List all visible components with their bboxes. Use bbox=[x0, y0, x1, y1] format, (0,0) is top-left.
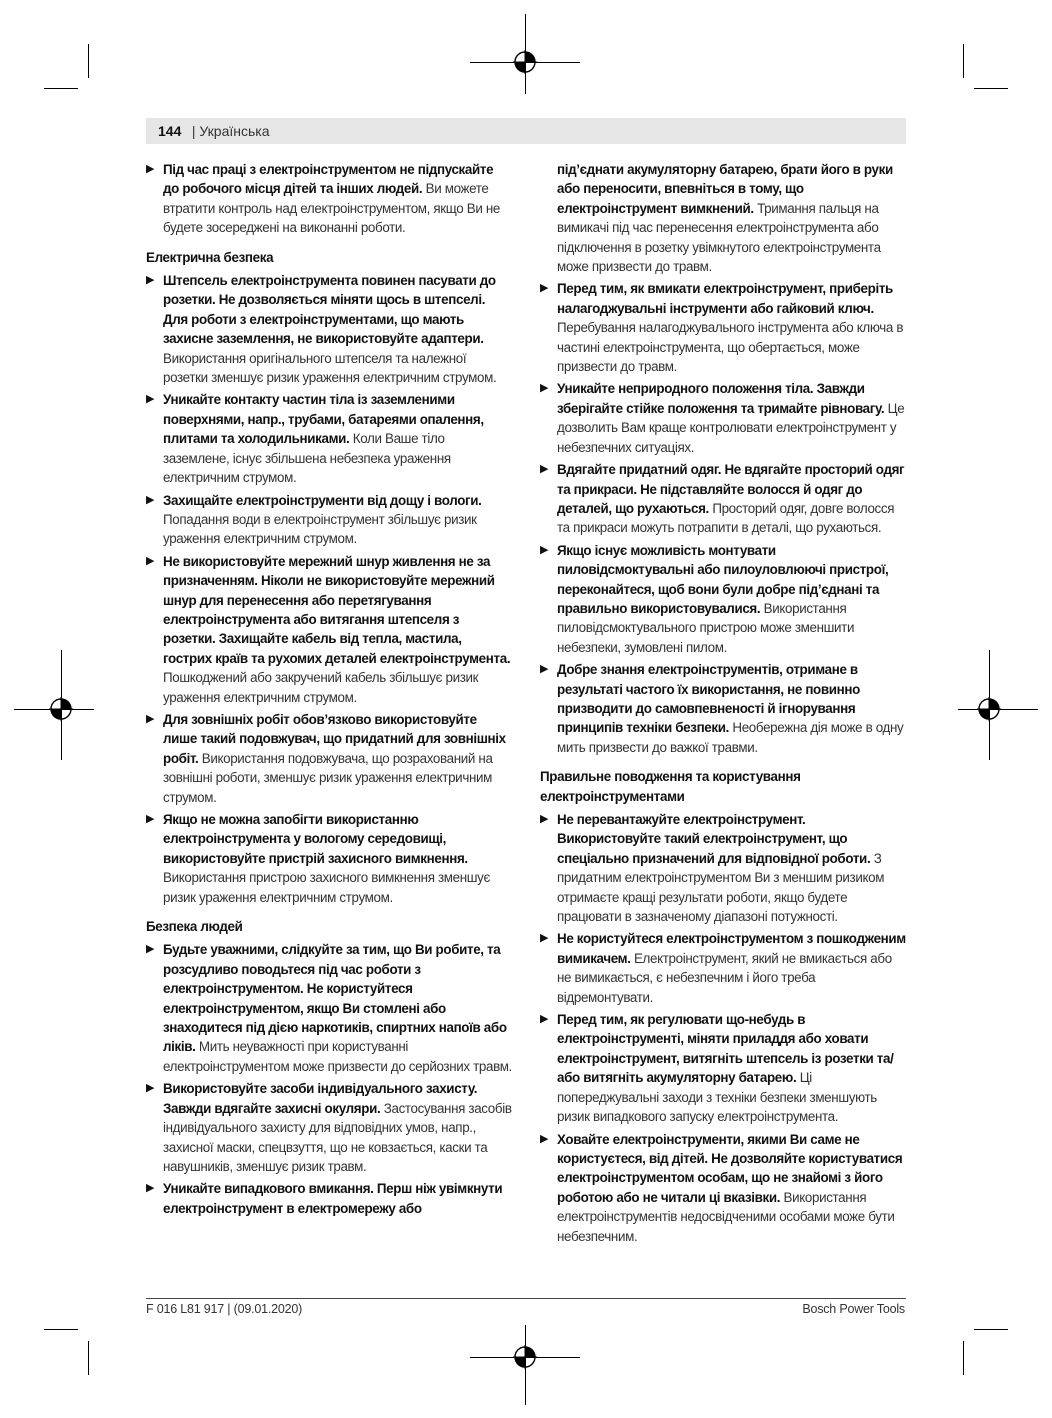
item-normal-text: Використання електроінструментів недосвідченими особами може бути небезпечним. bbox=[557, 1189, 895, 1244]
right-column bbox=[540, 160, 906, 1249]
item-normal-text: Перебування налагоджувального інструмента або ключа в частині електроінструмента, що обертається, може призвести до травм. bbox=[557, 320, 904, 375]
bullet-arrow-icon: ▶ bbox=[540, 382, 549, 395]
item-normal-text: Використання подовжувача, що розрахований на зовнішні роботи, зменшує ризик ураження електричним струмом. bbox=[163, 750, 493, 805]
item-normal-text: Попадання води в електроінструмент збільшує ризик ураження електричним струмом. bbox=[163, 511, 477, 547]
bullet-arrow-icon: ▶ bbox=[146, 813, 155, 825]
list-item bbox=[146, 552, 512, 707]
item-bold-text: Якщо не можна запобігти використанню електроінструмента у вологому середовищі, використовуйте пристрій захисного вимкнення. bbox=[163, 812, 468, 866]
bullet-arrow-icon: ▶ bbox=[540, 1013, 549, 1026]
item-normal-text: Використання пристрою захисного вимкнення зменшує ризик ураження електричним струмом. bbox=[163, 870, 490, 905]
item-bold-text: Не користуйтеся електроінструментом з пошкодженим вимикачем. bbox=[557, 931, 906, 966]
item-bold-text: Не використовуйте мережний шнур живлення не за призначенням. Ніколи не використовуйте мережний шнур для перенесення або перетягування електроінструмента або витягання штепселя з розетки. Захищайте кабель від тепла, мастила, гострих країв та рухомих деталей електроінструмента. bbox=[163, 553, 511, 666]
item-bold-text: Уникайте контакту частин тіла із заземленими поверхнями, напр., трубами, батареями опалення, плитами та холодильниками. bbox=[163, 392, 484, 447]
crop-mark bbox=[963, 44, 964, 78]
list-item bbox=[146, 491, 512, 549]
list-item bbox=[540, 1010, 906, 1126]
item-normal-text: Тримання пальця на вимикачі під час перенесення електроінструмента або підключення в розетку увімкнутого електроінструмента може призвести до травм. bbox=[557, 200, 881, 275]
crop-mark bbox=[963, 1341, 964, 1375]
list-item bbox=[146, 271, 512, 387]
bullet-arrow-icon: ▶ bbox=[540, 543, 549, 556]
item-bold-text: Уникайте неприродного положення тіла. Завжди зберігайте стійке положення та тримайте рівновагу. bbox=[557, 381, 885, 416]
item-normal-text: Ці попереджувальні заходи з техніки безпеки зменшують ризик випадкового запуску електроінструмента. bbox=[557, 1070, 877, 1125]
footer-doc-code: F 016 L81 917 | (09.01.2020) bbox=[146, 1302, 303, 1316]
page-header bbox=[146, 118, 906, 144]
list-item bbox=[146, 160, 512, 238]
item-normal-text: Використання оригінального штепселя та належної розетки зменшує ризик ураження електричним струмом. bbox=[163, 350, 497, 386]
item-bold-text: Перед тим, як регулювати що-небудь в електроінструменті, міняти приладдя або ховати електроінструмент, витягніть штепсель із розетки та/або витягніть акумуляторну батарею. bbox=[557, 1012, 894, 1086]
crop-mark bbox=[88, 1341, 89, 1375]
header-language bbox=[188, 123, 270, 139]
list-item bbox=[540, 279, 906, 376]
footer-divider bbox=[146, 1298, 906, 1299]
list-item bbox=[146, 940, 512, 1076]
item-normal-text: Ви можете втратити контроль над електроінструментом, якщо Ви не будете зосереджені на виконанні роботи. bbox=[163, 181, 501, 236]
item-bold-text: Під час праці з електроінструментом не підпускайте до робочого місця дітей та інших людей. bbox=[163, 162, 494, 197]
item-normal-text: Необережна дія може в одну мить призвести до важкої травми. bbox=[557, 720, 904, 755]
bullet-arrow-icon: ▶ bbox=[540, 663, 549, 676]
item-normal-text: Мить неуважності при користуванні електроінструментом може призвести до серйозних травм. bbox=[163, 1039, 512, 1074]
item-bold-text: Вдягайте придатний одяг. Не вдягайте просторий одяг та прикраси. Не підставляйте волосся й одяг до деталей, що рухаються. bbox=[557, 462, 905, 516]
section-heading-handling: Правильне поводження та користування електроінструментами bbox=[540, 769, 801, 804]
bullet-arrow-icon: ▶ bbox=[540, 282, 549, 295]
bullet-arrow-icon: ▶ bbox=[146, 1182, 155, 1195]
item-bold-text: під’єднати акумуляторну батарею, брати його в руки або переносити, впевніться в тому, що електроінструмент вимкнений. bbox=[557, 162, 893, 216]
item-normal-text: Електроінструмент, який не вмикається або не вимикається, є небезпечним і його треба відремонтувати. bbox=[557, 950, 892, 1005]
list-item-continuation bbox=[540, 160, 906, 276]
list-item bbox=[540, 541, 906, 657]
registration-target-icon bbox=[977, 697, 1001, 721]
bullet-arrow-icon: ▶ bbox=[146, 393, 155, 406]
section-heading-people: Безпека людей bbox=[146, 919, 243, 935]
bullet-arrow-icon: ▶ bbox=[146, 554, 155, 567]
list-item bbox=[540, 810, 906, 926]
item-bold-text: Використовуйте засоби індивідуального захисту. Завжди вдягайте захисні окуляри. bbox=[163, 1081, 478, 1116]
item-bold-text: Не перевантажуйте електроінструмент. Використовуйте такий електроінструмент, що спеціально призначений для відповідної роботи. bbox=[557, 812, 871, 866]
item-normal-text: Використання пиловідсмоктувального пристрою може зменшити небезпеки, зумовлені пилом. bbox=[557, 600, 855, 655]
bullet-arrow-icon: ▶ bbox=[146, 493, 155, 506]
item-normal-text: Просторий одяг, довге волосся та прикраси можуть потрапити в деталі, що рухаються. bbox=[557, 500, 895, 536]
item-normal-text: Пошкоджений або закручений кабель збільшує ризик ураження електричним струмом. bbox=[163, 670, 479, 705]
list-item bbox=[540, 460, 906, 538]
item-normal-text: Застосування засобів індивідуального захисту для відповідних умов, напр., захисної маски, спецвзуття, що не ковзається, каски та навушників, зменшує ризик травм. bbox=[163, 1100, 512, 1174]
item-bold-text: Якщо існує можливість монтувати пиловідсмоктувальні або пилоуловлюючі пристрої, переконайтеся, щоб вони були добре під’єднані та правильно використовувалися. bbox=[557, 542, 889, 616]
header-language-label: Українська bbox=[199, 123, 270, 139]
list-item bbox=[146, 1179, 512, 1218]
list-item bbox=[540, 1130, 906, 1246]
crop-mark bbox=[44, 1329, 78, 1330]
item-bold-text: Захищайте електроінструменти від дощу і вологи. bbox=[163, 492, 482, 508]
section-heading-electrical: Електрична безпека bbox=[146, 249, 274, 265]
item-bold-text: Добре знання електроінструментів, отримане в результаті частого їх використання, не повинно призводити до самовпевненості й ігнорування принципів техніки безпеки. bbox=[557, 662, 860, 736]
list-item bbox=[540, 929, 906, 1007]
item-bold-text: Штепсель електроінструмента повинен пасувати до розетки. Не дозволяється міняти щось в штепселі. Для роботи з електроінструментами, що мають захисне заземлення, не використовуйте адаптери. bbox=[163, 273, 496, 347]
bullet-arrow-icon: ▶ bbox=[540, 932, 549, 945]
item-bold-text: Будьте уважними, слідкуйте за тим, що Ви робите, та розсудливо поводьтеся під час роботи з електроінструментом. Не користуйтеся електроінструментом, якщо Ви стомлені або знаходитеся під дією наркотиків, спиртних напоїв або ліків. bbox=[163, 942, 507, 1055]
crop-mark bbox=[44, 88, 78, 89]
list-item bbox=[540, 379, 906, 457]
list-item bbox=[146, 390, 512, 487]
list-item bbox=[540, 660, 906, 757]
item-bold-text: Перед тим, як вмикати електроінструмент, приберіть налагоджувальні інструменти або гайковий ключ. bbox=[557, 281, 893, 316]
bullet-arrow-icon: ▶ bbox=[540, 1132, 549, 1145]
item-bold-text: Уникайте випадкового вмикання. Перш ніж увімкнути електроінструмент в електромережу або bbox=[163, 1181, 503, 1216]
crop-mark bbox=[974, 88, 1008, 89]
bullet-arrow-icon: ▶ bbox=[146, 712, 155, 725]
bullet-arrow-icon: ▶ bbox=[146, 943, 155, 956]
bullet-arrow-icon: ▶ bbox=[540, 813, 549, 825]
item-normal-text: З придатним електроінструментом Ви з меншим ризиком отримаєте кращі результати роботи, якщо будете працювати в зазначеному діапазоні потужності. bbox=[557, 850, 885, 925]
list-item bbox=[146, 810, 512, 907]
list-item bbox=[146, 710, 512, 807]
bullet-arrow-icon: ▶ bbox=[146, 1082, 155, 1095]
registration-target-icon bbox=[513, 50, 537, 74]
crop-mark bbox=[88, 44, 89, 78]
page-number: 144 bbox=[158, 123, 182, 139]
crop-mark bbox=[974, 1329, 1008, 1330]
bullet-arrow-icon: ▶ bbox=[146, 274, 155, 287]
registration-target-icon bbox=[513, 1345, 537, 1369]
bullet-arrow-icon: ▶ bbox=[146, 163, 155, 175]
left-column bbox=[146, 160, 512, 1221]
item-normal-text: Це дозволить Вам краще контролювати електроінструмент у небезпечних ситуаціях. bbox=[557, 400, 905, 455]
header-separator: | bbox=[188, 123, 200, 139]
bullet-arrow-icon: ▶ bbox=[540, 463, 549, 476]
footer-brand: Bosch Power Tools bbox=[802, 1302, 905, 1316]
list-item bbox=[146, 1079, 512, 1176]
registration-target-icon bbox=[49, 697, 73, 721]
item-bold-text: Ховайте електроінструменти, якими Ви саме не користуєтеся, від дітей. Не дозволяйте користуватися електроінструментом особам, що не знайомі з його роботою або не читали ці вказівки. bbox=[557, 1131, 903, 1205]
item-normal-text: Коли Ваше тіло заземлене, існує збільшена небезпека ураження електричним струмом. bbox=[163, 431, 451, 486]
item-bold-text: Для зовнішніх робіт обов’язково використовуйте лише такий подовжувач, що придатний для зовнішніх робіт. bbox=[163, 711, 506, 766]
